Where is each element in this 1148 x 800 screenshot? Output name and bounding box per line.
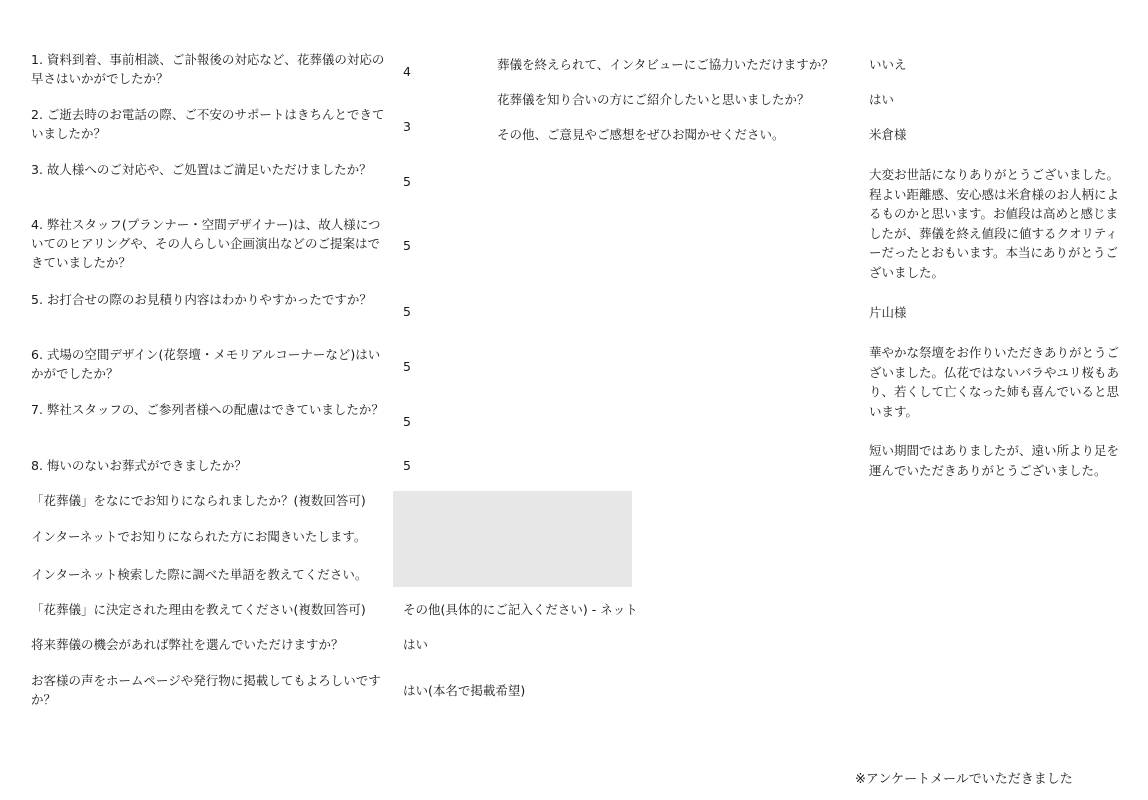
search-words-question: インターネット検索した際に調べた単語を教えてください。 — [31, 567, 368, 582]
reason-answer: その他(具体的にご記入ください) - ネット — [403, 602, 638, 617]
answer-5: 5 — [403, 304, 411, 319]
answer-6: 5 — [403, 359, 411, 374]
comment-paragraph-1: 大変お世話になりありがとうございました。程よい距離感、安心感は米倉様のお人柄によるものかと思います。お値段は高めと感じましたが、葬儀を終え値段に値するクオリティーだったとおもいます。本当にありがとうございました。 — [869, 167, 1120, 280]
answer-8: 5 — [403, 458, 411, 473]
comments-addressee-1: 米倉様 — [869, 127, 907, 142]
publish-question: お客様の声をホームページや発行物に掲載してもよろしいですか？ — [31, 673, 381, 707]
question-7: 7. 弊社スタッフの、ご参列者様への配慮はできていましたか？ — [31, 402, 384, 417]
question-5: 5. お打合せの際のお見積り内容はわかりやすかったですか？ — [31, 292, 372, 307]
comment-paragraph-2: 華やかな祭壇をお作りいただきありがとうございました。仏花ではないバラやユリ桜もあり、若くして亡くなった姉も喜んでいると思います。 — [869, 345, 1120, 419]
answer-2: 3 — [403, 119, 411, 134]
question-3: 3. 故人様へのご対応や、ご処置はご満足いただけましたか？ — [31, 162, 372, 177]
future-answer: はい — [403, 637, 429, 652]
recommend-answer: はい — [869, 92, 895, 107]
internet-question: インターネットでお知りになられた方にお聞きいたします。 — [31, 529, 367, 544]
answer-4: 5 — [403, 238, 411, 253]
interview-answer: いいえ — [869, 57, 907, 72]
reason-question: 「花葬儀」に決定された理由を教えてください(複数回答可) — [31, 602, 366, 617]
question-1: 1. 資料到着、事前相談、ご訃報後の対応など、花葬儀の対応の早さはいかがでしたか？ — [31, 52, 385, 86]
answer-7: 5 — [403, 414, 411, 429]
recommend-question: 花葬儀を知り合いの方にご紹介したいと思いましたか？ — [497, 92, 810, 107]
question-2: 2. ご逝去時のお電話の際、ご不安のサポートはきちんとできていましたか？ — [31, 107, 385, 141]
redacted-answer-box — [393, 491, 632, 587]
interview-question: 葬儀を終えられて、インタビューにご協力いただけますか？ — [497, 57, 834, 72]
publish-answer: はい(本名で掲載希望) — [403, 683, 526, 698]
future-question: 将来葬儀の機会があれば弊社を選んでいただけますか？ — [31, 637, 344, 652]
answer-1: 4 — [403, 64, 411, 79]
footnote: ※アンケートメールでいただきました — [855, 772, 1073, 787]
comments-question: その他、ご意見やご感想をぜひお聞かせください。 — [497, 127, 785, 142]
how-known-question: 「花葬儀」をなにでお知りになられましたか？(複数回答可) — [31, 493, 366, 508]
answer-3: 5 — [403, 174, 411, 189]
comments-addressee-2: 片山様 — [869, 305, 907, 320]
comment-paragraph-3: 短い期間ではありましたが、遠い所より足を運んでいただきありがとうございました。 — [869, 443, 1120, 478]
question-4: 4. 弊社スタッフ(プランナー・空間デザイナー)は、故人様についてのヒアリングや、その人らしい企画演出などのご提案はできていましたか？ — [31, 217, 381, 270]
question-8: 8. 悔いのないお葬式ができましたか？ — [31, 458, 247, 473]
question-6: 6. 式場の空間デザイン(花祭壇・メモリアルコーナーなど)はいかがでしたか？ — [31, 347, 381, 381]
